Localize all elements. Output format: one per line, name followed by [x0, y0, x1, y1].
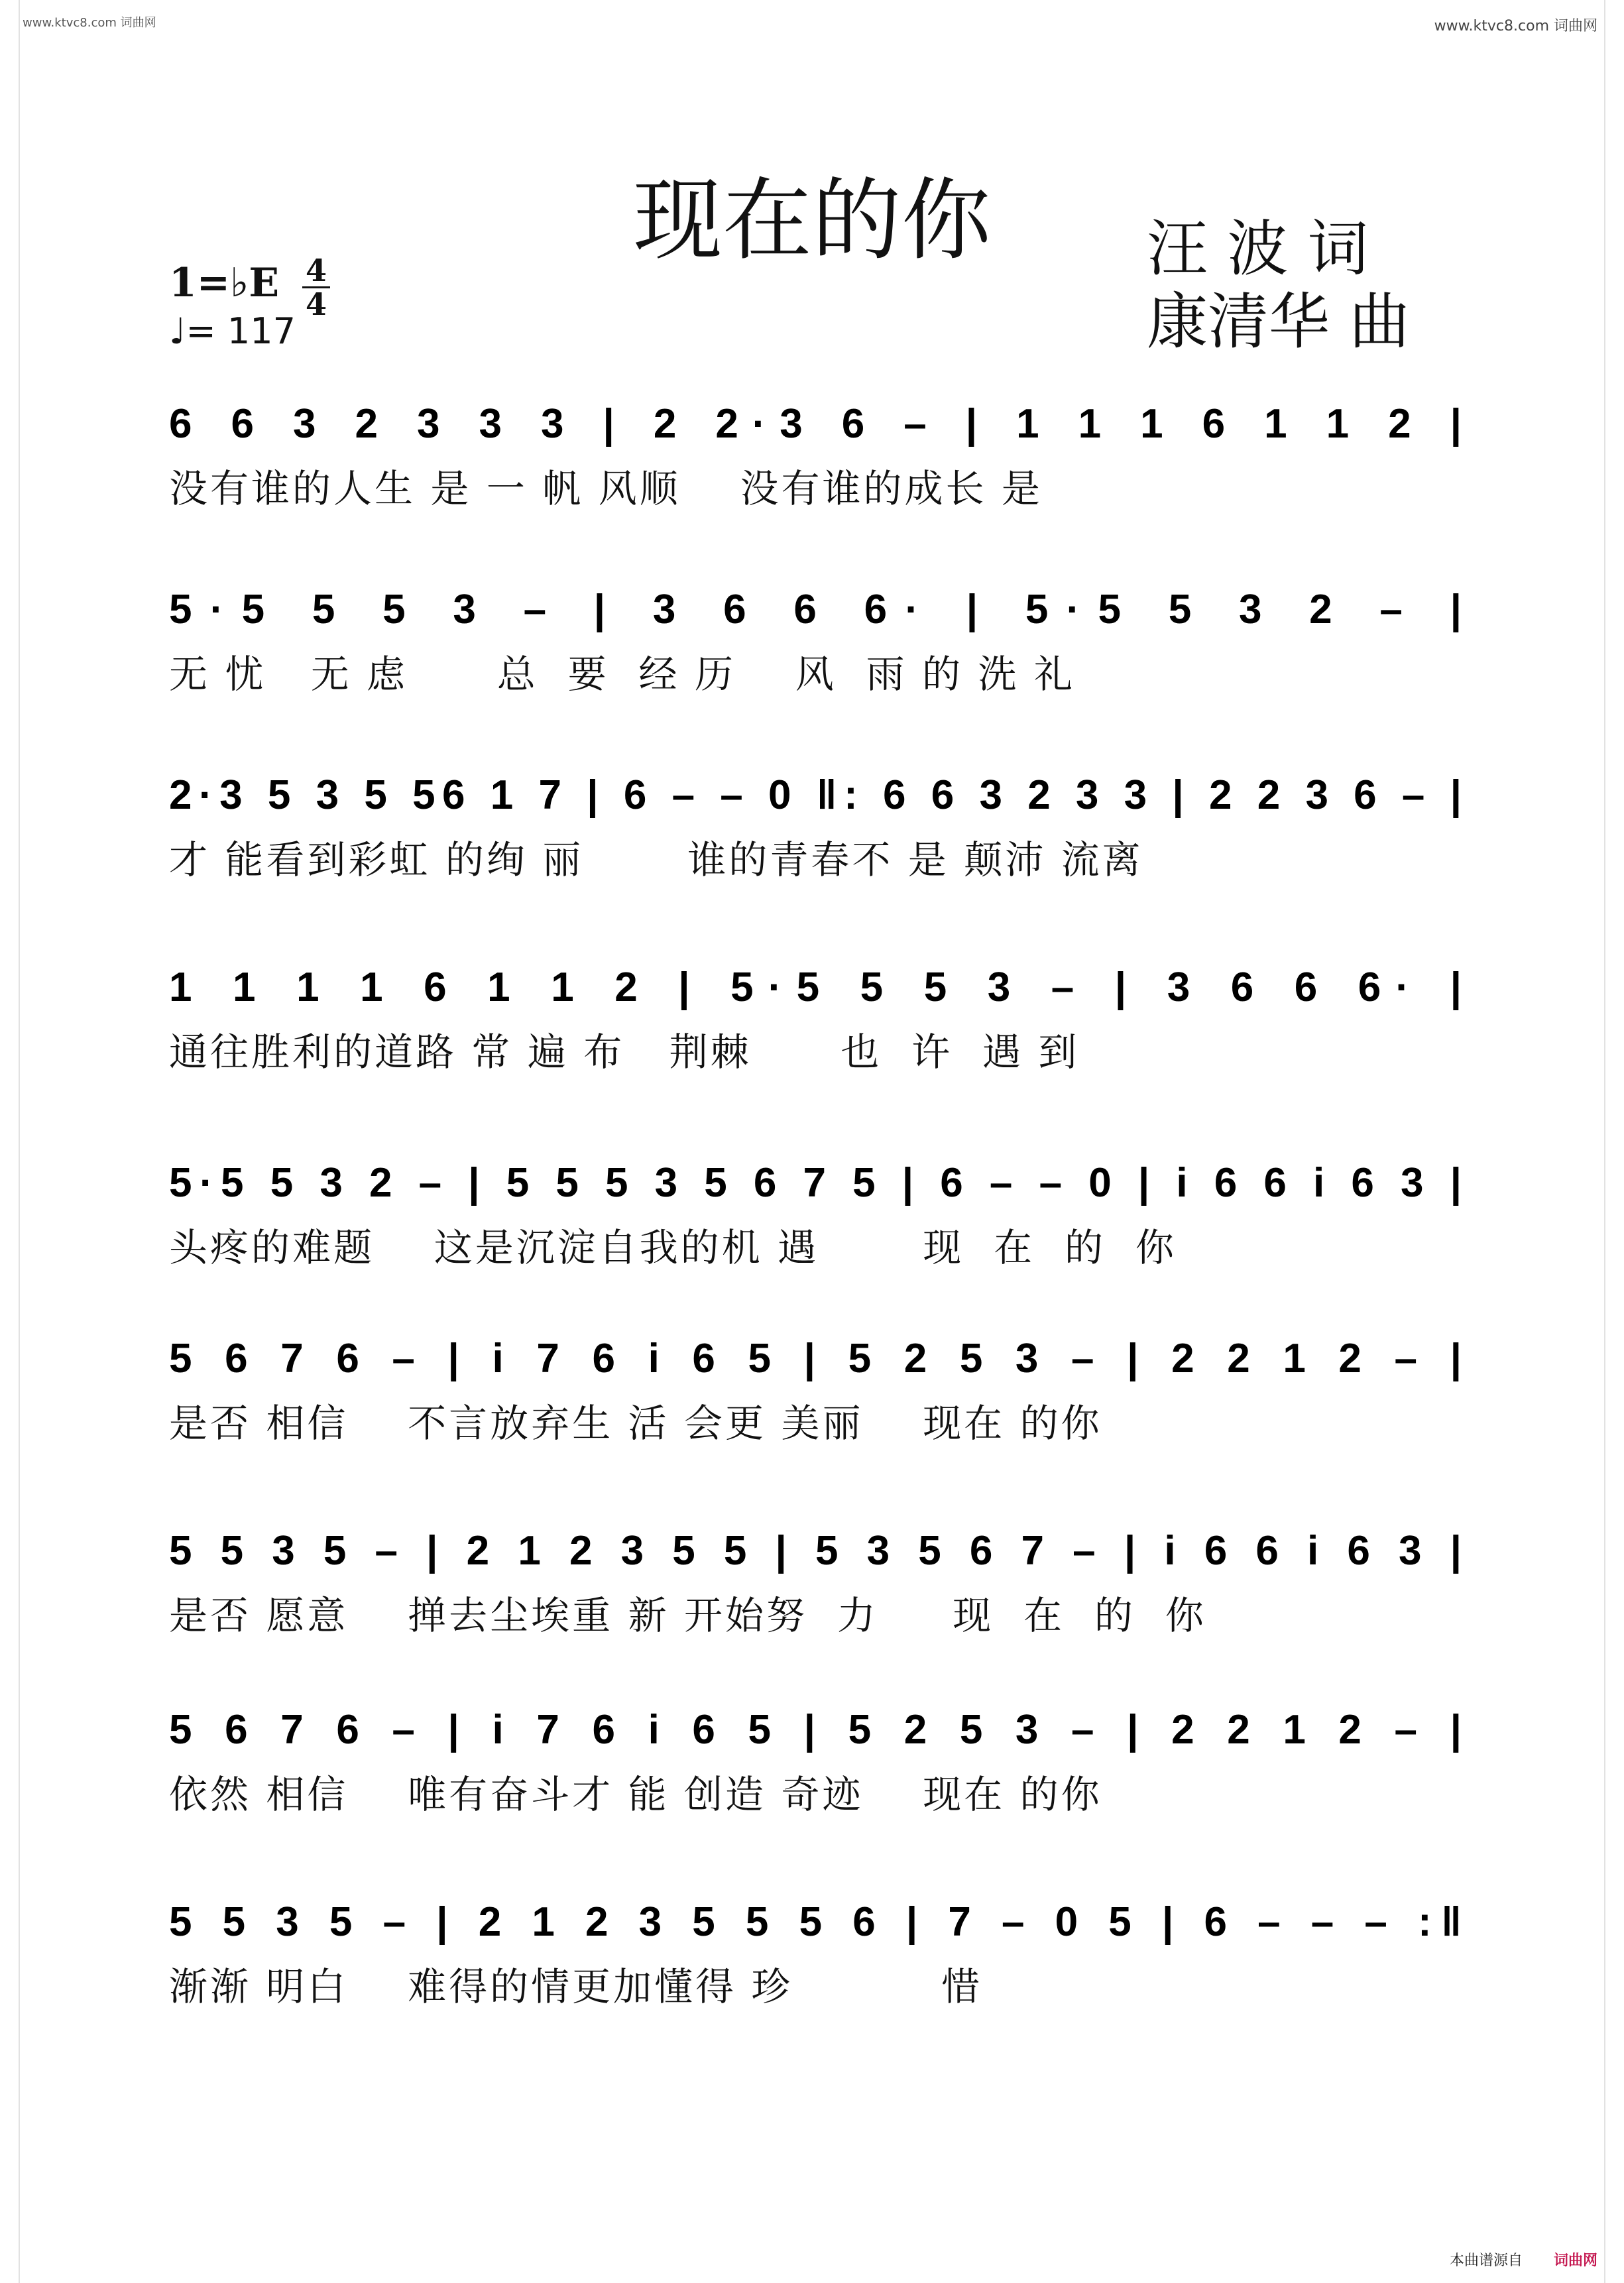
right-border [1604, 0, 1605, 2283]
notes-text: 5 5 3 5 – | 2 1 2 3 5 5 | 5 3 5 6 7 – | i 6 6 i 6 3 | [169, 1528, 1462, 1574]
score-row-7 [169, 1525, 1462, 1677]
notes-text: 1 1 1 1 6 1 1 2 | 5·5 5 5 3 – | 3 6 6 6· | [169, 965, 1462, 1010]
site-watermark-top-right: www.ktvc8.com 词曲网 [1434, 18, 1597, 34]
site-footer-logo: 词曲网 [1553, 2253, 1597, 2269]
lyrics-row-3: 才 能看到彩虹 的绚 丽 谁的青春不 是 颠沛 流离 [169, 837, 1143, 882]
notes-text: 6 6 3 2 3 3 3 | 2 2·3 6 – | 1 1 1 6 1 1 2 | [169, 401, 1462, 447]
lyrics-row-5: 头疼的难题 这是沉淀自我的机 遇 现 在 的 你 [169, 1225, 1177, 1270]
lyrics-row-1: 没有谁的人生 是 一 帆 风顺 没有谁的成长 是 [169, 466, 1043, 511]
score-row-2 [169, 583, 1462, 736]
time-signature-top: 4 [305, 253, 327, 288]
site-watermark-top-left: www.ktvc8.com 词曲网 [23, 16, 156, 30]
site-footer-source: 本曲谱源自 [1449, 2253, 1523, 2269]
composer-credit: 康清华 曲 [1147, 286, 1411, 357]
lyrics-row-4: 通往胜利的道路 常 遍 布 荆棘 也 许 遇 到 [169, 1029, 1080, 1075]
quarter-note-icon: ♩ [169, 310, 186, 352]
score-row-8 [169, 1704, 1462, 1856]
left-border [19, 0, 20, 2283]
notes-text: 5·5 5 3 2 – | 5 5 5 3 5 6 7 5 | 6 – – 0 | i 6 6 i 6 3 | [169, 1160, 1462, 1206]
lyrics-row-7: 是否 愿意 掸去尘埃重 新 开始努 力 现 在 的 你 [169, 1593, 1206, 1638]
notes-text: 5 6 7 6 – | i 7 6 i 6 5 | 5 2 5 3 – | 2 2 1 2 – | [169, 1336, 1462, 1381]
song-title: 现在的你 [633, 168, 991, 272]
lyrics-row-9: 渐渐 明白 难得的情更加懂得 珍 惜 [169, 1964, 982, 2009]
notes-text: 5·5 5 5 3 – | 3 6 6 6· | 5·5 5 3 2 – | [169, 587, 1462, 632]
lyrics-row-8: 依然 相信 唯有奋斗才 能 创造 奇迹 现在 的你 [169, 1772, 1102, 1817]
time-signature-bottom: 4 [305, 286, 327, 322]
score-row-4 [169, 961, 1462, 1114]
tempo-marking [169, 310, 296, 352]
site-footer [1450, 2249, 1597, 2270]
time-signature [300, 253, 333, 322]
notes-text: 2·3 5 3 5 56 1 7 | 6 – – 0 ‖: 6 6 3 2 3 3 | 2 2 3 6 – | [169, 772, 1462, 818]
tempo-value: = 117 [186, 310, 296, 352]
score-row-1 [169, 398, 1462, 550]
key-signature: 1=♭E [169, 260, 280, 306]
score-row-9 [169, 1896, 1462, 2048]
lyrics-row-2: 无 忧 无 虑 总 要 经 历 风 雨 的 洗 礼 [169, 652, 1075, 697]
lyricist-credit: 汪 波 词 [1147, 213, 1369, 284]
score-row-6 [169, 1332, 1462, 1485]
notes-text: 5 5 3 5 – | 2 1 2 3 5 5 5 6 | 7 – 0 5 | 6 – – – :‖ [169, 1899, 1462, 1945]
score-row-5 [169, 1157, 1462, 1309]
lyrics-row-6: 是否 相信 不言放弃生 活 会更 美丽 现在 的你 [169, 1401, 1102, 1446]
score-row-3 [169, 769, 1462, 921]
notes-text: 5 6 7 6 – | i 7 6 i 6 5 | 5 2 5 3 – | 2 2 1 2 – | [169, 1707, 1462, 1753]
